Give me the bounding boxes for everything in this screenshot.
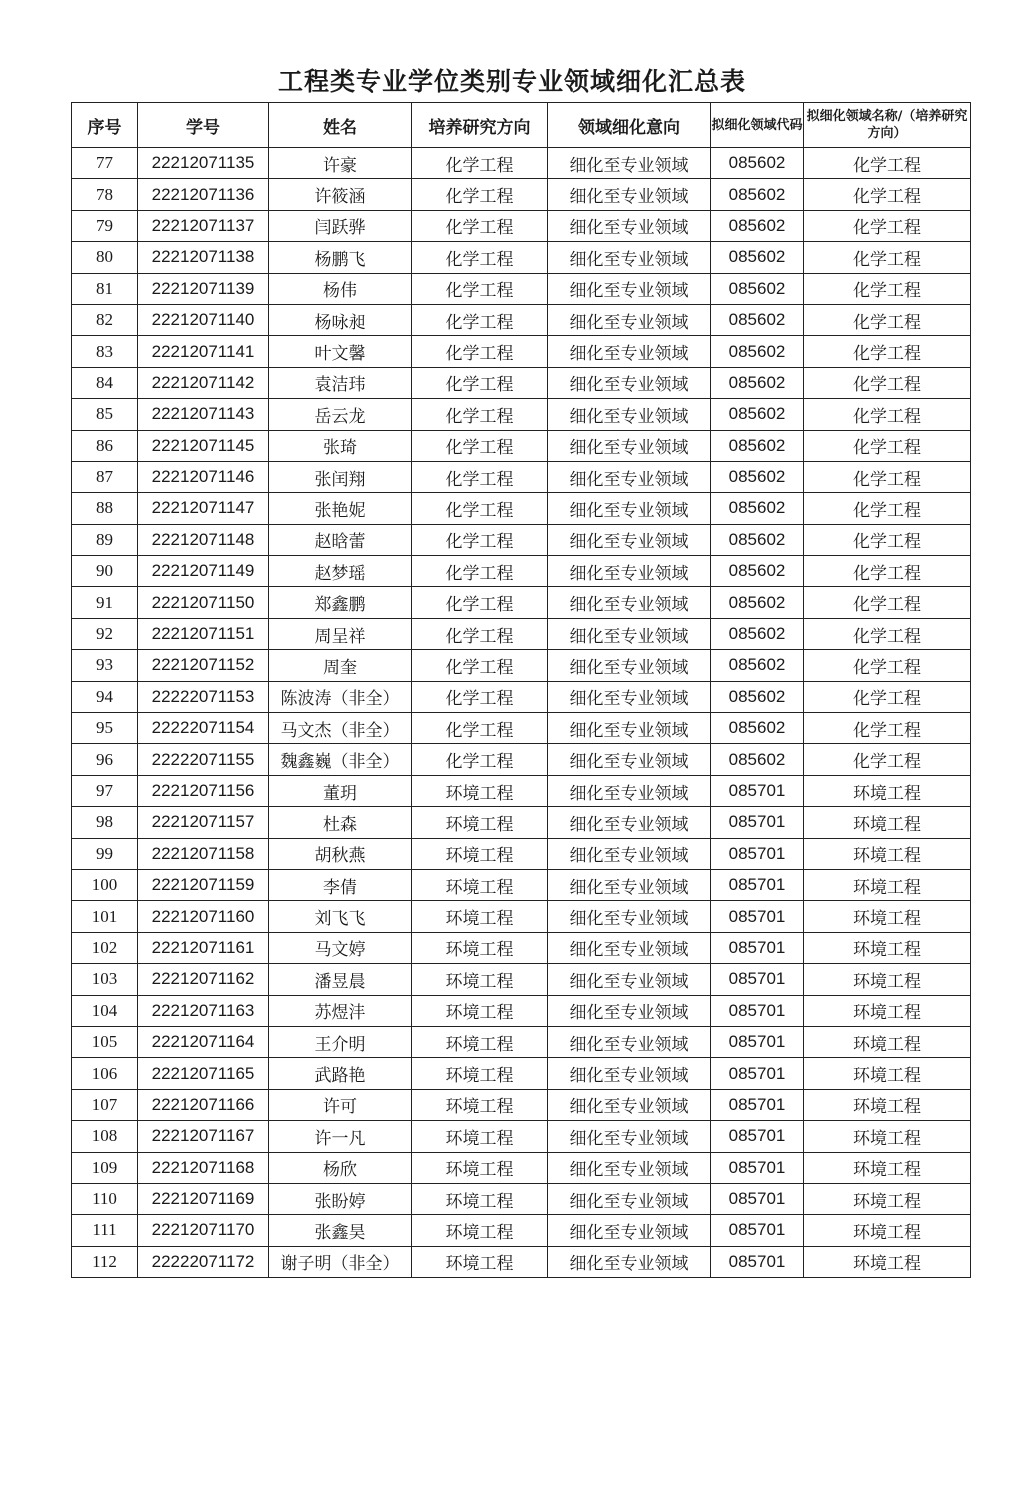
cell-field-name: 环境工程 xyxy=(804,1183,971,1214)
cell-field-name: 化学工程 xyxy=(804,430,971,461)
cell-student-id: 22212071149 xyxy=(138,556,269,587)
cell-seq: 92 xyxy=(72,618,138,649)
table-row xyxy=(72,838,971,869)
cell-direction: 环境工程 xyxy=(412,964,548,995)
cell-direction: 化学工程 xyxy=(412,461,548,492)
cell-intent: 细化至专业领域 xyxy=(548,618,711,649)
cell-direction: 化学工程 xyxy=(412,556,548,587)
table-row xyxy=(72,775,971,806)
table-row xyxy=(72,367,971,398)
table-row xyxy=(72,1121,971,1152)
cell-field-name: 化学工程 xyxy=(804,273,971,304)
cell-code: 085602 xyxy=(711,336,804,367)
cell-intent: 细化至专业领域 xyxy=(548,964,711,995)
cell-student-id: 22212071159 xyxy=(138,869,269,900)
cell-seq: 84 xyxy=(72,367,138,398)
cell-name: 杨欣 xyxy=(269,1152,412,1183)
cell-student-id: 22212071164 xyxy=(138,1026,269,1057)
cell-code: 085602 xyxy=(711,210,804,241)
table-row xyxy=(72,681,971,712)
cell-seq: 91 xyxy=(72,587,138,618)
cell-name: 武路艳 xyxy=(269,1058,412,1089)
cell-student-id: 22212071158 xyxy=(138,838,269,869)
table-row xyxy=(72,461,971,492)
cell-student-id: 22212071162 xyxy=(138,964,269,995)
cell-name: 董玥 xyxy=(269,775,412,806)
cell-field-name: 化学工程 xyxy=(804,148,971,179)
cell-intent: 细化至专业领域 xyxy=(548,807,711,838)
cell-intent: 细化至专业领域 xyxy=(548,1026,711,1057)
cell-code: 085602 xyxy=(711,399,804,430)
table-row xyxy=(72,148,971,179)
cell-intent: 细化至专业领域 xyxy=(548,493,711,524)
cell-student-id: 22222071155 xyxy=(138,744,269,775)
cell-intent: 细化至专业领域 xyxy=(548,556,711,587)
table-row xyxy=(72,932,971,963)
cell-student-id: 22212071147 xyxy=(138,493,269,524)
cell-name: 张艳妮 xyxy=(269,493,412,524)
cell-intent: 细化至专业领域 xyxy=(548,713,711,744)
cell-direction: 环境工程 xyxy=(412,1121,548,1152)
table-row xyxy=(72,901,971,932)
cell-seq: 77 xyxy=(72,148,138,179)
cell-code: 085701 xyxy=(711,1121,804,1152)
table-row xyxy=(72,1089,971,1120)
cell-intent: 细化至专业领域 xyxy=(548,901,711,932)
cell-name: 杨鹏飞 xyxy=(269,242,412,273)
cell-direction: 化学工程 xyxy=(412,367,548,398)
cell-field-name: 环境工程 xyxy=(804,1026,971,1057)
cell-code: 085701 xyxy=(711,1152,804,1183)
cell-name: 刘飞飞 xyxy=(269,901,412,932)
cell-name: 杜森 xyxy=(269,807,412,838)
cell-direction: 化学工程 xyxy=(412,744,548,775)
cell-seq: 112 xyxy=(72,1246,138,1277)
cell-name: 马文杰（非全） xyxy=(269,713,412,744)
table-row xyxy=(72,524,971,555)
cell-direction: 化学工程 xyxy=(412,430,548,461)
cell-field-name: 环境工程 xyxy=(804,932,971,963)
cell-direction: 化学工程 xyxy=(412,210,548,241)
cell-code: 085602 xyxy=(711,524,804,555)
cell-intent: 细化至专业领域 xyxy=(548,1215,711,1246)
cell-student-id: 22212071143 xyxy=(138,399,269,430)
cell-name: 赵梦瑶 xyxy=(269,556,412,587)
cell-direction: 环境工程 xyxy=(412,1026,548,1057)
cell-name: 杨咏昶 xyxy=(269,304,412,335)
cell-intent: 细化至专业领域 xyxy=(548,336,711,367)
cell-code: 085701 xyxy=(711,1058,804,1089)
cell-intent: 细化至专业领域 xyxy=(548,179,711,210)
cell-field-name: 化学工程 xyxy=(804,304,971,335)
cell-field-name: 化学工程 xyxy=(804,744,971,775)
cell-code: 085602 xyxy=(711,587,804,618)
cell-field-name: 环境工程 xyxy=(804,1121,971,1152)
cell-seq: 78 xyxy=(72,179,138,210)
cell-direction: 化学工程 xyxy=(412,650,548,681)
cell-name: 张琦 xyxy=(269,430,412,461)
cell-intent: 细化至专业领域 xyxy=(548,242,711,273)
cell-field-name: 化学工程 xyxy=(804,650,971,681)
cell-field-name: 化学工程 xyxy=(804,524,971,555)
table-row xyxy=(72,807,971,838)
table-row xyxy=(72,210,971,241)
cell-direction: 环境工程 xyxy=(412,869,548,900)
cell-intent: 细化至专业领域 xyxy=(548,1183,711,1214)
cell-direction: 化学工程 xyxy=(412,681,548,712)
cell-student-id: 22222071154 xyxy=(138,713,269,744)
cell-student-id: 22222071172 xyxy=(138,1246,269,1277)
cell-field-name: 环境工程 xyxy=(804,869,971,900)
cell-field-name: 环境工程 xyxy=(804,1152,971,1183)
cell-student-id: 22212071170 xyxy=(138,1215,269,1246)
cell-name: 许筱涵 xyxy=(269,179,412,210)
cell-student-id: 22212071141 xyxy=(138,336,269,367)
cell-intent: 细化至专业领域 xyxy=(548,932,711,963)
cell-direction: 环境工程 xyxy=(412,932,548,963)
table-row xyxy=(72,336,971,367)
cell-seq: 83 xyxy=(72,336,138,367)
cell-field-name: 化学工程 xyxy=(804,556,971,587)
cell-intent: 细化至专业领域 xyxy=(548,367,711,398)
cell-code: 085701 xyxy=(711,1026,804,1057)
cell-code: 085701 xyxy=(711,1089,804,1120)
table-row xyxy=(72,995,971,1026)
table-row xyxy=(72,964,971,995)
cell-field-name: 化学工程 xyxy=(804,461,971,492)
cell-code: 085602 xyxy=(711,744,804,775)
cell-student-id: 22212071136 xyxy=(138,179,269,210)
cell-seq: 97 xyxy=(72,775,138,806)
table-row xyxy=(72,493,971,524)
cell-code: 085602 xyxy=(711,430,804,461)
cell-direction: 环境工程 xyxy=(412,838,548,869)
cell-field-name: 化学工程 xyxy=(804,336,971,367)
cell-student-id: 22212071142 xyxy=(138,367,269,398)
cell-seq: 105 xyxy=(72,1026,138,1057)
cell-code: 085701 xyxy=(711,995,804,1026)
cell-field-name: 化学工程 xyxy=(804,681,971,712)
cell-student-id: 22222071153 xyxy=(138,681,269,712)
cell-field-name: 化学工程 xyxy=(804,399,971,430)
summary-table xyxy=(71,102,971,1278)
cell-intent: 细化至专业领域 xyxy=(548,304,711,335)
cell-code: 085602 xyxy=(711,650,804,681)
cell-field-name: 化学工程 xyxy=(804,367,971,398)
cell-intent: 细化至专业领域 xyxy=(548,869,711,900)
cell-name: 潘昱晨 xyxy=(269,964,412,995)
cell-name: 许豪 xyxy=(269,148,412,179)
cell-code: 085602 xyxy=(711,273,804,304)
table-row xyxy=(72,869,971,900)
table-row xyxy=(72,430,971,461)
cell-field-name: 环境工程 xyxy=(804,901,971,932)
cell-name: 张盼婷 xyxy=(269,1183,412,1214)
cell-direction: 环境工程 xyxy=(412,901,548,932)
cell-direction: 环境工程 xyxy=(412,1152,548,1183)
cell-name: 马文婷 xyxy=(269,932,412,963)
cell-student-id: 22212071150 xyxy=(138,587,269,618)
cell-seq: 104 xyxy=(72,995,138,1026)
cell-student-id: 22212071148 xyxy=(138,524,269,555)
cell-name: 魏鑫巍（非全） xyxy=(269,744,412,775)
cell-direction: 化学工程 xyxy=(412,273,548,304)
cell-intent: 细化至专业领域 xyxy=(548,524,711,555)
cell-code: 085602 xyxy=(711,461,804,492)
cell-field-name: 环境工程 xyxy=(804,838,971,869)
table-body xyxy=(72,148,971,1278)
cell-seq: 100 xyxy=(72,869,138,900)
cell-intent: 细化至专业领域 xyxy=(548,210,711,241)
cell-name: 陈波涛（非全） xyxy=(269,681,412,712)
table-row xyxy=(72,304,971,335)
cell-direction: 化学工程 xyxy=(412,618,548,649)
cell-code: 085701 xyxy=(711,869,804,900)
cell-direction: 环境工程 xyxy=(412,1089,548,1120)
header-seq: 序号 xyxy=(72,103,138,148)
cell-intent: 细化至专业领域 xyxy=(548,1089,711,1120)
cell-intent: 细化至专业领域 xyxy=(548,1152,711,1183)
cell-seq: 87 xyxy=(72,461,138,492)
cell-code: 085602 xyxy=(711,242,804,273)
cell-intent: 细化至专业领域 xyxy=(548,995,711,1026)
cell-name: 张闰翔 xyxy=(269,461,412,492)
cell-code: 085602 xyxy=(711,556,804,587)
table-row xyxy=(72,1026,971,1057)
cell-code: 085701 xyxy=(711,807,804,838)
cell-student-id: 22212071163 xyxy=(138,995,269,1026)
cell-seq: 99 xyxy=(72,838,138,869)
cell-seq: 111 xyxy=(72,1215,138,1246)
cell-direction: 环境工程 xyxy=(412,995,548,1026)
table-row xyxy=(72,587,971,618)
header-name: 姓名 xyxy=(269,103,412,148)
cell-code: 085701 xyxy=(711,901,804,932)
cell-intent: 细化至专业领域 xyxy=(548,1246,711,1277)
cell-seq: 85 xyxy=(72,399,138,430)
table-row xyxy=(72,618,971,649)
cell-seq: 86 xyxy=(72,430,138,461)
cell-name: 周奎 xyxy=(269,650,412,681)
cell-name: 张鑫昊 xyxy=(269,1215,412,1246)
cell-code: 085602 xyxy=(711,618,804,649)
table-row xyxy=(72,242,971,273)
cell-name: 郑鑫鹏 xyxy=(269,587,412,618)
table-row xyxy=(72,650,971,681)
table-row xyxy=(72,1246,971,1277)
cell-intent: 细化至专业领域 xyxy=(548,650,711,681)
cell-intent: 细化至专业领域 xyxy=(548,838,711,869)
cell-direction: 化学工程 xyxy=(412,336,548,367)
cell-name: 李倩 xyxy=(269,869,412,900)
cell-intent: 细化至专业领域 xyxy=(548,587,711,618)
cell-intent: 细化至专业领域 xyxy=(548,430,711,461)
cell-field-name: 环境工程 xyxy=(804,964,971,995)
cell-student-id: 22212071156 xyxy=(138,775,269,806)
cell-seq: 94 xyxy=(72,681,138,712)
cell-code: 085602 xyxy=(711,304,804,335)
cell-student-id: 22212071139 xyxy=(138,273,269,304)
table-row xyxy=(72,1058,971,1089)
header-direction: 培养研究方向 xyxy=(412,103,548,148)
cell-name: 许可 xyxy=(269,1089,412,1120)
cell-code: 085701 xyxy=(711,1246,804,1277)
cell-direction: 化学工程 xyxy=(412,524,548,555)
cell-seq: 93 xyxy=(72,650,138,681)
cell-name: 许一凡 xyxy=(269,1121,412,1152)
cell-student-id: 22212071135 xyxy=(138,148,269,179)
cell-seq: 101 xyxy=(72,901,138,932)
cell-seq: 109 xyxy=(72,1152,138,1183)
cell-seq: 95 xyxy=(72,713,138,744)
cell-field-name: 化学工程 xyxy=(804,179,971,210)
cell-seq: 102 xyxy=(72,932,138,963)
cell-seq: 103 xyxy=(72,964,138,995)
cell-code: 085602 xyxy=(711,493,804,524)
cell-intent: 细化至专业领域 xyxy=(548,273,711,304)
cell-direction: 化学工程 xyxy=(412,587,548,618)
cell-field-name: 化学工程 xyxy=(804,713,971,744)
cell-seq: 82 xyxy=(72,304,138,335)
cell-code: 085701 xyxy=(711,1183,804,1214)
cell-code: 085701 xyxy=(711,775,804,806)
cell-student-id: 22212071138 xyxy=(138,242,269,273)
table-row xyxy=(72,399,971,430)
header-intent: 领域细化意向 xyxy=(548,103,711,148)
table-row xyxy=(72,1152,971,1183)
cell-name: 王介明 xyxy=(269,1026,412,1057)
header-student-id: 学号 xyxy=(138,103,269,148)
cell-seq: 81 xyxy=(72,273,138,304)
cell-seq: 98 xyxy=(72,807,138,838)
cell-seq: 90 xyxy=(72,556,138,587)
cell-seq: 80 xyxy=(72,242,138,273)
cell-field-name: 化学工程 xyxy=(804,493,971,524)
cell-code: 085602 xyxy=(711,179,804,210)
cell-name: 赵晗蕾 xyxy=(269,524,412,555)
cell-seq: 89 xyxy=(72,524,138,555)
cell-code: 085701 xyxy=(711,932,804,963)
cell-intent: 细化至专业领域 xyxy=(548,681,711,712)
table-row xyxy=(72,273,971,304)
cell-seq: 96 xyxy=(72,744,138,775)
cell-direction: 化学工程 xyxy=(412,148,548,179)
table-row xyxy=(72,1183,971,1214)
cell-intent: 细化至专业领域 xyxy=(548,775,711,806)
cell-student-id: 22212071167 xyxy=(138,1121,269,1152)
cell-seq: 79 xyxy=(72,210,138,241)
cell-direction: 环境工程 xyxy=(412,1246,548,1277)
cell-name: 岳云龙 xyxy=(269,399,412,430)
cell-direction: 化学工程 xyxy=(412,713,548,744)
table-row xyxy=(72,556,971,587)
cell-direction: 环境工程 xyxy=(412,807,548,838)
cell-direction: 化学工程 xyxy=(412,399,548,430)
table-row xyxy=(72,1215,971,1246)
cell-field-name: 环境工程 xyxy=(804,1058,971,1089)
cell-code: 085701 xyxy=(711,964,804,995)
cell-field-name: 化学工程 xyxy=(804,242,971,273)
cell-name: 叶文馨 xyxy=(269,336,412,367)
cell-student-id: 22212071145 xyxy=(138,430,269,461)
cell-student-id: 22212071151 xyxy=(138,618,269,649)
cell-field-name: 环境工程 xyxy=(804,1215,971,1246)
cell-intent: 细化至专业领域 xyxy=(548,148,711,179)
cell-code: 085701 xyxy=(711,838,804,869)
cell-student-id: 22212071157 xyxy=(138,807,269,838)
cell-direction: 环境工程 xyxy=(412,1058,548,1089)
cell-intent: 细化至专业领域 xyxy=(548,461,711,492)
cell-direction: 化学工程 xyxy=(412,304,548,335)
cell-student-id: 22212071169 xyxy=(138,1183,269,1214)
cell-name: 袁洁玮 xyxy=(269,367,412,398)
cell-intent: 细化至专业领域 xyxy=(548,744,711,775)
cell-seq: 107 xyxy=(72,1089,138,1120)
cell-field-name: 环境工程 xyxy=(804,1089,971,1120)
cell-name: 胡秋燕 xyxy=(269,838,412,869)
cell-name: 杨伟 xyxy=(269,273,412,304)
cell-student-id: 22212071140 xyxy=(138,304,269,335)
cell-field-name: 化学工程 xyxy=(804,618,971,649)
page-title: 工程类专业学位类别专业领域细化汇总表 xyxy=(277,67,746,96)
table-header-row xyxy=(72,103,971,148)
cell-seq: 106 xyxy=(72,1058,138,1089)
cell-student-id: 22212071165 xyxy=(138,1058,269,1089)
cell-field-name: 环境工程 xyxy=(804,995,971,1026)
cell-seq: 88 xyxy=(72,493,138,524)
cell-direction: 化学工程 xyxy=(412,179,548,210)
cell-student-id: 22212071152 xyxy=(138,650,269,681)
cell-direction: 环境工程 xyxy=(412,1183,548,1214)
cell-student-id: 22212071161 xyxy=(138,932,269,963)
cell-name: 谢子明（非全） xyxy=(269,1246,412,1277)
cell-name: 苏煜沣 xyxy=(269,995,412,1026)
header-field-name: 拟细化领域名称/（培养研究方向） xyxy=(804,103,971,148)
table-row xyxy=(72,179,971,210)
cell-student-id: 22212071146 xyxy=(138,461,269,492)
cell-student-id: 22212071166 xyxy=(138,1089,269,1120)
cell-intent: 细化至专业领域 xyxy=(548,1121,711,1152)
table-row xyxy=(72,713,971,744)
cell-seq: 110 xyxy=(72,1183,138,1214)
cell-code: 085602 xyxy=(711,713,804,744)
cell-code: 085602 xyxy=(711,148,804,179)
cell-student-id: 22212071160 xyxy=(138,901,269,932)
cell-direction: 环境工程 xyxy=(412,1215,548,1246)
cell-code: 085701 xyxy=(711,1215,804,1246)
cell-field-name: 环境工程 xyxy=(804,1246,971,1277)
cell-direction: 环境工程 xyxy=(412,775,548,806)
cell-name: 周呈祥 xyxy=(269,618,412,649)
cell-intent: 细化至专业领域 xyxy=(548,399,711,430)
cell-intent: 细化至专业领域 xyxy=(548,1058,711,1089)
cell-student-id: 22212071137 xyxy=(138,210,269,241)
cell-field-name: 化学工程 xyxy=(804,210,971,241)
table-row xyxy=(72,744,971,775)
cell-code: 085602 xyxy=(711,367,804,398)
cell-field-name: 环境工程 xyxy=(804,807,971,838)
header-code: 拟细化领域代码 xyxy=(711,103,804,148)
cell-code: 085602 xyxy=(711,681,804,712)
cell-student-id: 22212071168 xyxy=(138,1152,269,1183)
cell-direction: 化学工程 xyxy=(412,242,548,273)
cell-seq: 108 xyxy=(72,1121,138,1152)
cell-field-name: 化学工程 xyxy=(804,587,971,618)
cell-field-name: 环境工程 xyxy=(804,775,971,806)
cell-name: 闫跃骅 xyxy=(269,210,412,241)
cell-direction: 化学工程 xyxy=(412,493,548,524)
